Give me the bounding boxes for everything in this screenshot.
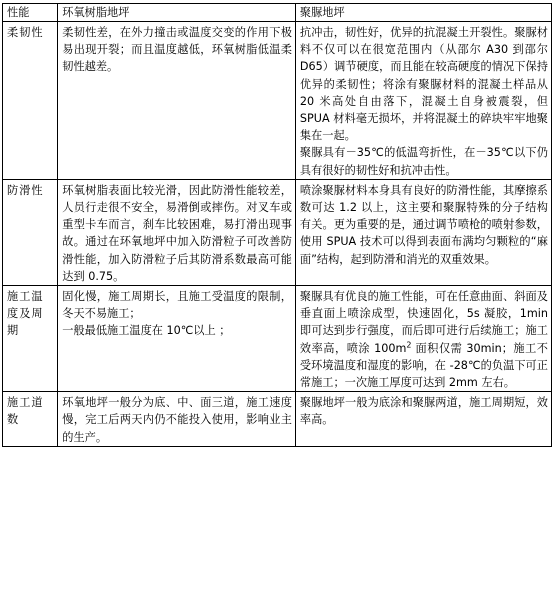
table-header-row bbox=[3, 4, 552, 22]
table-row bbox=[3, 392, 552, 447]
row-label-construction-passes: 施工道数 bbox=[3, 392, 58, 447]
table-row bbox=[3, 179, 552, 285]
header-performance: 性能 bbox=[3, 4, 58, 22]
epoxy-text: 环氧地坪一般分为底、中、面三道，施工速度慢，完工后两天内仍不能投入使用，影响业主的生产。 bbox=[62, 396, 292, 444]
polyurea-cell bbox=[295, 286, 551, 392]
table-row bbox=[3, 286, 552, 392]
polyurea-text-part: 面积仅需 30min；施工不受环境温度和湿度的影响，在 -28℃的负温下可正常施工；一次施工厚度可达到 2mm 左右。 bbox=[299, 341, 548, 390]
polyurea-text: 抗冲击，韧性好，优异的抗混凝土开裂性。聚脲材料不仅可以在很宽范围内（从邵尔 A30 到邵尔 D65）调节硬度，而且能在较高硬度的情况下保持优异的柔韧性；将涂有聚脲材料的混凝土样品从 20 米高处自由落下，混凝土自身被震裂，但 SPUA 材料毫无损坏，并将混凝土的碎块牢牢地聚集在一起。 bbox=[299, 26, 548, 143]
comparison-table bbox=[2, 3, 552, 447]
polyurea-text: 聚脲具有－35℃的低温弯折性，在－35℃以下仍具有很好的韧性好和抗冲击性。 bbox=[299, 146, 548, 177]
table-row bbox=[3, 22, 552, 180]
epoxy-cell bbox=[58, 392, 296, 447]
row-label-construction-temperature: 施工温度及周期 bbox=[3, 286, 58, 392]
polyurea-cell bbox=[295, 22, 551, 180]
header-polyurea-floor: 聚脲地坪 bbox=[295, 4, 551, 22]
polyurea-text: 喷涂聚脲材料本身具有良好的防滑性能，其摩擦系数可达 1.2 以上，这主要和聚脲特殊的分子结构有关。更为重要的是，通过调节喷枪的喷射参数，使用 SPUA 技术可以得到表面布满均匀颗粒的“麻面”结构，起到防滑和消光的双重效果。 bbox=[299, 183, 548, 266]
epoxy-text: 环氧树脂表面比较光滑，因此防滑性能较差，人员行走很不安全，易滑倒或摔伤。对叉车或重型卡车而言，刹车比较困难，易打滑出现事故。通过在环氧地坪中加入防滑粒子可改善防滑性能，加入防滑粒子后其防滑系数最高可能达到 0.75。 bbox=[62, 183, 292, 283]
polyurea-text-part: 聚脲具有优良的施工性能，可在任意曲面、斜面及垂直面上喷涂成型，快速固化，5s 凝胶，1min 即可达到步行强度，而后即可进行后续施工；施工效率高，喷涂 100m bbox=[299, 290, 548, 355]
row-label-anti-slip: 防滑性 bbox=[3, 179, 58, 285]
epoxy-text: 一般最低施工温度在 10℃以上 ； bbox=[62, 324, 231, 338]
polyurea-text bbox=[300, 288, 548, 391]
polyurea-text: 聚脲地坪一般为底涂和聚脲两道，施工周期短，效率高。 bbox=[299, 396, 548, 427]
epoxy-cell bbox=[58, 286, 296, 392]
polyurea-cell bbox=[295, 179, 551, 285]
polyurea-cell bbox=[295, 392, 551, 447]
epoxy-text: 固化慢，施工周期长，且施工受温度的限制，冬天不易施工； bbox=[62, 290, 292, 321]
header-epoxy-floor: 环氧树脂地坪 bbox=[58, 4, 296, 22]
superscript: 2 bbox=[406, 339, 412, 349]
epoxy-cell bbox=[58, 179, 296, 285]
epoxy-text: 柔韧性差，在外力撞击或温度交变的作用下极易出现开裂；而且温度越低，环氧树脂低温柔韧性越差。 bbox=[62, 26, 292, 74]
epoxy-cell bbox=[58, 22, 296, 180]
row-label-flexibility: 柔韧性 bbox=[3, 22, 58, 180]
